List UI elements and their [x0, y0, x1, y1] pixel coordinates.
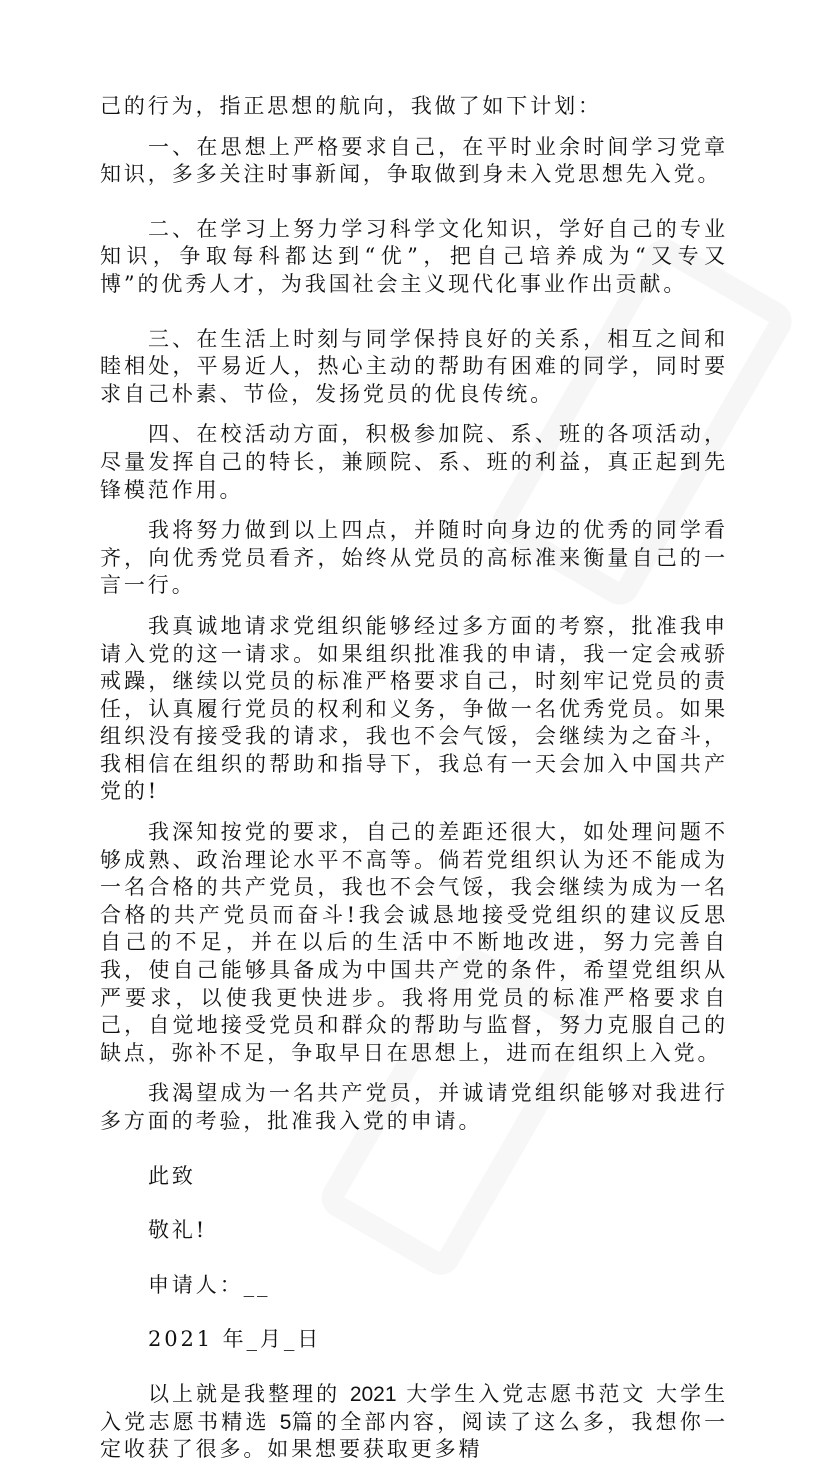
closing-salutation: 此致	[148, 1163, 196, 1188]
summary-text: 篇的全部内容，阅读了这么多，我想你一定收获了很多。如果想要获取更多精	[100, 1409, 728, 1462]
document-page	[100, 93, 728, 1477]
paragraph-plan-1: 一、在思想上严格要求自己，在平时业余时间学习党章知识，多多关注时事新闻，争取做到身未入党思想先入党。	[100, 134, 728, 187]
date-line	[100, 1326, 728, 1354]
paragraph-intro: 己的行为，指正思想的航向，我做了如下计划：	[100, 94, 602, 118]
paragraph-commitment: 我将努力做到以上四点，并随时向身边的优秀的同学看齐，向优秀党员看齐，始终从党员的高标准来衡量自己的一言一行。	[100, 518, 728, 598]
paragraph-self-reflection: 我深知按党的要求，自己的差距还很大，如处理问题不够成熟、政治理论水平不高等。倘若党组织认为还不能成为一名合格的共产党员，我也不会气馁，我会继续为成为一名合格的共产党员而奋斗!我会诚恳地接受党组织的建议反思自己的不足，并在以后的生活中不断地改进，努力完善自我，使自己能够具备成为中国共产党的条件，希望党组织从严要求，以使我更快进步。我将用党员的标准严格要求自己，自觉地接受党员和群众的帮助与监督，努力克服自己的缺点，弥补不足，争取早日在思想上，进而在组织上入党。	[100, 820, 728, 1065]
date-text: 2021 年_月_日	[148, 1327, 322, 1352]
paragraph-aspiration: 我渴望成为一名共产党员，并诚请党组织能够对我进行多方面的考验，批准我入党的申请。	[100, 1081, 728, 1133]
summary-text: 大学生入党志愿书范文 大学生入党志愿书精选	[100, 1381, 728, 1434]
summary-paragraph	[100, 1381, 728, 1464]
paragraph-plan-3: 三、在生活上时刻与同学保持良好的关系，相互之间和睦相处，平易近人，热心主动的帮助有困难的同学，同时要求自己朴素、节俭，发扬党员的优良传统。	[100, 326, 728, 406]
summary-year: 2021	[349, 1382, 397, 1406]
paragraph-plan-4: 四、在校活动方面，积极参加院、系、班的各项活动，尽量发挥自己的特长，兼顾院、系、班的利益，真正起到先锋模范作用。	[100, 422, 728, 502]
paragraph-plan-2: 二、在学习上努力学习科学文化知识，学好自己的专业知识，争取每科都达到“优”，把自己培养成为“又专又博”的优秀人才，为我国社会主义现代化事业作出贡献。	[100, 216, 728, 296]
closing-respect: 敬礼!	[148, 1218, 208, 1243]
applicant-line: 申请人：__	[148, 1272, 271, 1297]
paragraph-request: 我真诚地请求党组织能够经过多方面的考察，批准我申请入党的这一请求。如果组织批准我的申请，我一定会戒骄戒躁，继续以党员的标准严格要求自己，时刻牢记党员的责任，认真履行党员的权利和义务，争做一名优秀党员。如果组织没有接受我的请求，我也不会气馁，会继续为之奋斗，我相信在组织的帮助和指导下，我总有一天会加入中国共产党的!	[100, 613, 728, 804]
summary-count: 5	[279, 1410, 292, 1434]
summary-text: 以上就是我整理的	[148, 1381, 350, 1406]
